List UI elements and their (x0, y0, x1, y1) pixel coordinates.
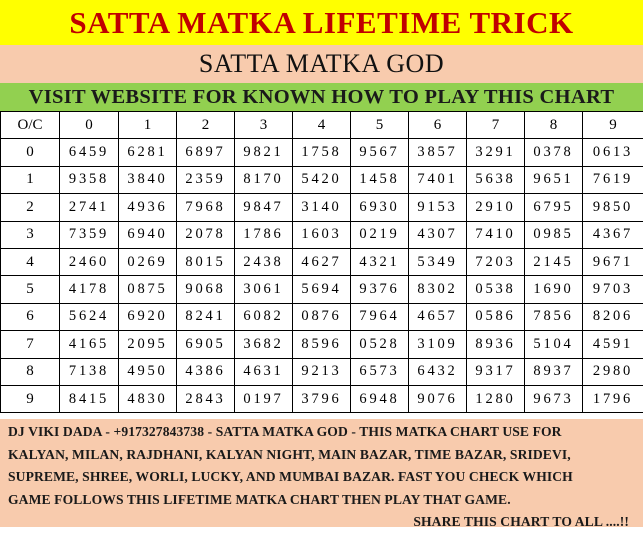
table-cell: 7203 (467, 248, 525, 275)
table-cell: 0613 (583, 139, 643, 166)
table-row (1, 221, 643, 248)
table-cell: 2980 (583, 358, 643, 385)
table-cell: 3796 (293, 385, 351, 412)
table-cell: 9068 (177, 276, 235, 303)
table-cell: 1603 (293, 221, 351, 248)
table-cell: 2145 (525, 248, 583, 275)
table-cell: 5694 (293, 276, 351, 303)
table-cell: 4367 (583, 221, 643, 248)
table-cell: 7401 (409, 166, 467, 193)
page-title: SATTA MATKA LIFETIME TRICK (0, 0, 643, 45)
table-cell: 6897 (177, 139, 235, 166)
row-label: 2 (1, 194, 60, 221)
table-cell: 6082 (235, 303, 293, 330)
table-cell: 4321 (351, 248, 409, 275)
table-cell: 0269 (119, 248, 177, 275)
row-label: 5 (1, 276, 60, 303)
table-row (1, 385, 643, 412)
table-cell: 3291 (467, 139, 525, 166)
table-cell: 0528 (351, 331, 409, 358)
table-cell: 1786 (235, 221, 293, 248)
footer-line: SUPREME, SHREE, WORLI, LUCKY, AND MUMBAI BAZAR. FAST YOU CHECK WHICH (8, 466, 635, 489)
footer-line: KALYAN, MILAN, RAJDHANI, KALYAN NIGHT, MAIN BAZAR, TIME BAZAR, SRIDEVI, (8, 444, 635, 467)
table-cell: 0538 (467, 276, 525, 303)
table-cell: 4386 (177, 358, 235, 385)
table-cell: 9567 (351, 139, 409, 166)
table-cell: 7964 (351, 303, 409, 330)
header-col-4: 4 (293, 112, 351, 139)
table-row (1, 194, 643, 221)
table-cell: 8206 (583, 303, 643, 330)
table-cell: 4627 (293, 248, 351, 275)
row-label: 0 (1, 139, 60, 166)
table-cell: 2078 (177, 221, 235, 248)
table-cell: 7410 (467, 221, 525, 248)
table-cell: 9213 (293, 358, 351, 385)
table-cell: 8937 (525, 358, 583, 385)
table-cell: 2438 (235, 248, 293, 275)
matka-chart-table (0, 111, 643, 413)
table-cell: 8170 (235, 166, 293, 193)
table-cell: 4591 (583, 331, 643, 358)
table-cell: 0876 (293, 303, 351, 330)
row-label: 1 (1, 166, 60, 193)
table-cell: 9317 (467, 358, 525, 385)
table-cell: 7138 (60, 358, 119, 385)
table-cell: 4178 (60, 276, 119, 303)
table-cell: 9847 (235, 194, 293, 221)
header-col-5: 5 (351, 112, 409, 139)
row-label: 4 (1, 248, 60, 275)
table-cell: 6930 (351, 194, 409, 221)
table-cell: 0586 (467, 303, 525, 330)
table-cell: 3682 (235, 331, 293, 358)
table-cell: 7968 (177, 194, 235, 221)
table-cell: 3857 (409, 139, 467, 166)
table-cell: 1758 (293, 139, 351, 166)
table-cell: 2910 (467, 194, 525, 221)
header-col-0: 0 (60, 112, 119, 139)
row-label: 8 (1, 358, 60, 385)
table-cell: 0875 (119, 276, 177, 303)
table-cell: 4631 (235, 358, 293, 385)
table-cell: 8596 (293, 331, 351, 358)
footer-line: GAME FOLLOWS THIS LIFETIME MATKA CHART THEN PLAY THAT GAME. (8, 489, 635, 512)
table-cell: 0378 (525, 139, 583, 166)
table-cell: 6948 (351, 385, 409, 412)
table-cell: 9673 (525, 385, 583, 412)
table-cell: 9703 (583, 276, 643, 303)
table-row (1, 358, 643, 385)
table-cell: 9671 (583, 248, 643, 275)
table-row (1, 248, 643, 275)
table-cell: 4657 (409, 303, 467, 330)
table-cell: 6940 (119, 221, 177, 248)
header-col-2: 2 (177, 112, 235, 139)
table-cell: 2359 (177, 166, 235, 193)
table-cell: 2460 (60, 248, 119, 275)
table-row (1, 139, 643, 166)
table-cell: 0985 (525, 221, 583, 248)
visit-website-banner: VISIT WEBSITE FOR KNOWN HOW TO PLAY THIS CHART (0, 83, 643, 111)
table-cell: 6795 (525, 194, 583, 221)
table-row (1, 276, 643, 303)
table-cell: 6920 (119, 303, 177, 330)
table-cell: 5104 (525, 331, 583, 358)
table-cell: 8015 (177, 248, 235, 275)
table-cell: 7619 (583, 166, 643, 193)
table-cell: 4950 (119, 358, 177, 385)
table-cell: 7856 (525, 303, 583, 330)
table-row (1, 166, 643, 193)
header-col-8: 8 (525, 112, 583, 139)
row-label: 9 (1, 385, 60, 412)
table-cell: 9850 (583, 194, 643, 221)
table-cell: 6573 (351, 358, 409, 385)
table-cell: 4165 (60, 331, 119, 358)
table-cell: 1796 (583, 385, 643, 412)
table-cell: 9651 (525, 166, 583, 193)
table-cell: 2741 (60, 194, 119, 221)
table-cell: 0197 (235, 385, 293, 412)
table-cell: 0219 (351, 221, 409, 248)
table-cell: 6281 (119, 139, 177, 166)
header-col-1: 1 (119, 112, 177, 139)
table-cell: 9076 (409, 385, 467, 412)
row-label: 6 (1, 303, 60, 330)
footer-line: DJ VIKI DADA - +917327843738 - SATTA MATKA GOD - THIS MATKA CHART USE FOR (8, 421, 635, 444)
table-cell: 4307 (409, 221, 467, 248)
table-cell: 6432 (409, 358, 467, 385)
table-cell: 1280 (467, 385, 525, 412)
row-label: 3 (1, 221, 60, 248)
table-row (1, 303, 643, 330)
table-cell: 5349 (409, 248, 467, 275)
table-cell: 3140 (293, 194, 351, 221)
table-cell: 8241 (177, 303, 235, 330)
table-cell: 5624 (60, 303, 119, 330)
table-cell: 8936 (467, 331, 525, 358)
table-cell: 9358 (60, 166, 119, 193)
table-cell: 2095 (119, 331, 177, 358)
header-col-3: 3 (235, 112, 293, 139)
table-cell: 5420 (293, 166, 351, 193)
table-header-row (1, 112, 643, 139)
table-cell: 8302 (409, 276, 467, 303)
table-cell: 4936 (119, 194, 177, 221)
table-cell: 9376 (351, 276, 409, 303)
table-cell: 1458 (351, 166, 409, 193)
page-subtitle: SATTA MATKA GOD (0, 45, 643, 83)
table-cell: 6905 (177, 331, 235, 358)
table-cell: 5638 (467, 166, 525, 193)
table-cell: 9821 (235, 139, 293, 166)
share-text: SHARE THIS CHART TO ALL ....!! (8, 511, 635, 534)
footer-note (0, 419, 643, 527)
header-col-7: 7 (467, 112, 525, 139)
header-col-9: 9 (583, 112, 643, 139)
table-cell: 4830 (119, 385, 177, 412)
table-cell: 3840 (119, 166, 177, 193)
table-cell: 2843 (177, 385, 235, 412)
table-cell: 9153 (409, 194, 467, 221)
table-row (1, 331, 643, 358)
header-col-6: 6 (409, 112, 467, 139)
table-cell: 3109 (409, 331, 467, 358)
table-cell: 3061 (235, 276, 293, 303)
header-oc: O/C (1, 112, 60, 139)
table-cell: 1690 (525, 276, 583, 303)
table-cell: 7359 (60, 221, 119, 248)
table-cell: 8415 (60, 385, 119, 412)
table-cell: 6459 (60, 139, 119, 166)
row-label: 7 (1, 331, 60, 358)
